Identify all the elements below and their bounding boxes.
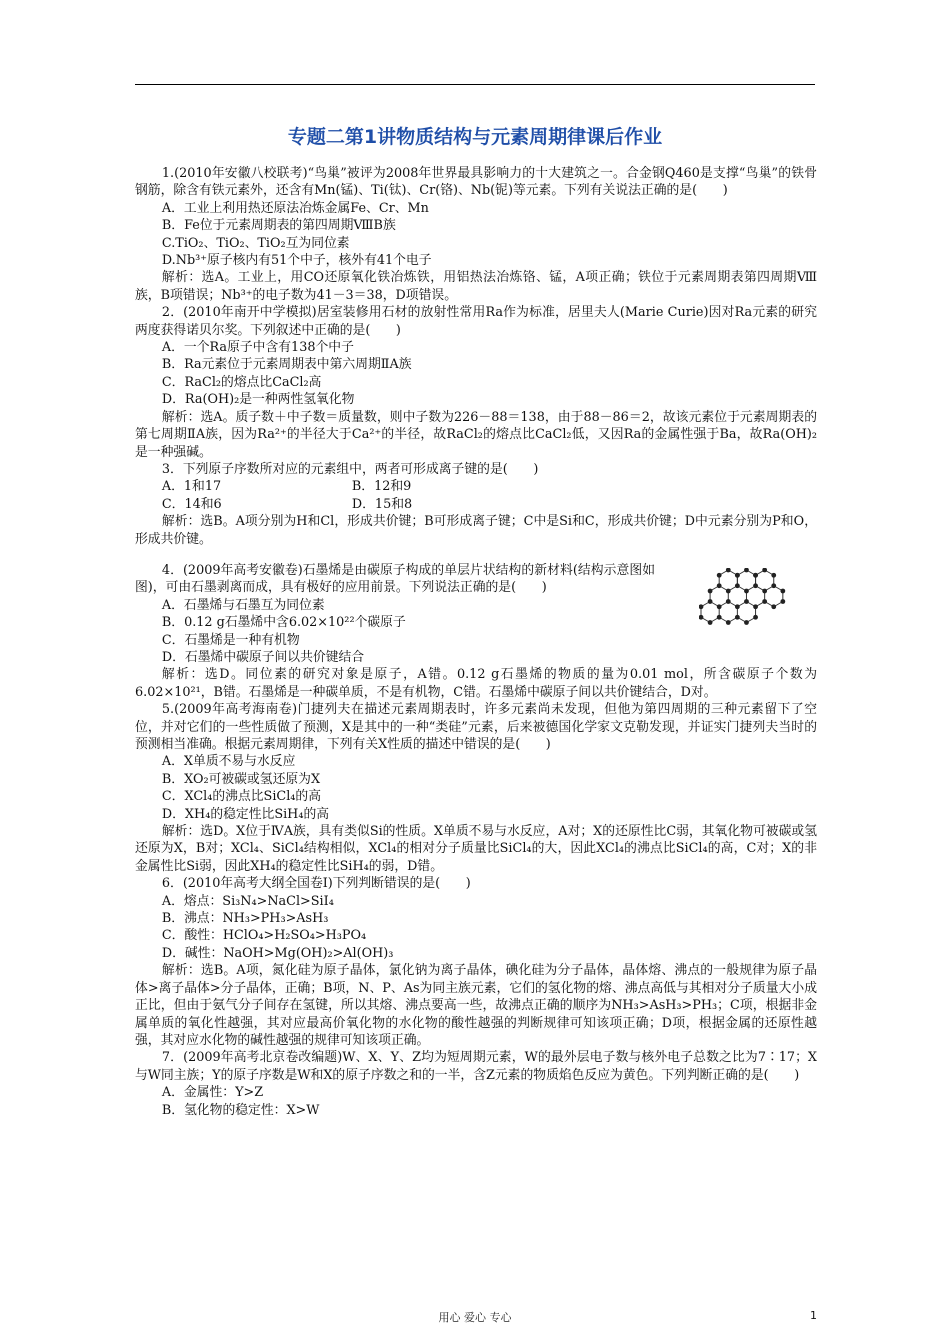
graphene-atom [753, 573, 758, 578]
graphene-atom [726, 568, 731, 572]
graphene-atom [708, 620, 713, 625]
question-3-option-b: B．12和9 [351, 479, 412, 495]
question-4-option-d: D．石墨烯中碳原子间以共价键结合 [161, 649, 365, 665]
question-1-option-d: D.Nb³⁺原子核内有51个中子，核外有41个电子 [161, 253, 432, 269]
page-number: 1 [810, 1309, 817, 1322]
question-1-stem: 1.(2010年安徽八校联考)“鸟巢”被评为2008年世界最具影响力的十大建筑之一。合金钢Q460是支撑“鸟巢”的铁骨钢筋，除含有铁元素外，还含有Mn(锰)、Ti(钛)、Cr(铬)、Nb(铌)等元素。下列有关说法正确的是( ) [135, 166, 817, 199]
graphene-atom [699, 604, 703, 609]
graphene-atom [762, 568, 767, 572]
question-6-option-c: C．酸性：HClO₄>H₂SO₄>H₃PO₄ [161, 928, 367, 944]
graphene-atom [708, 589, 713, 594]
graphene-atom [744, 599, 749, 604]
graphene-atom [744, 568, 749, 572]
question-3-stem: 3．下列原子序数所对应的元素组中，两者可形成离子键的是( ) [161, 461, 539, 477]
graphene-atom [735, 604, 740, 609]
graphene-atom [717, 615, 722, 620]
graphene-atom [735, 583, 740, 588]
question-4-option-a: A．石墨烯与石墨互为同位素 [161, 597, 325, 613]
graphene-atom [726, 599, 731, 604]
question-5-answer: 解析：选D。X位于ⅣA族，具有类似Si的性质。X单质不易与水反应，A对；X的还原性比C弱，其氧化物可被碳或氢还原为X，B对；XCl₄、SiCl₄结构相似，XCl₄的相对分子质量比SiCl₄的大，因此XCl₄的沸点比SiCl₄的高，C对；X的非金属性比Si弱，因此XH₄的稳定性比SiH₄的弱，D错。 [135, 824, 817, 874]
question-2-answer: 解析：选A。质子数＋中子数＝质量数，则中子数为226－88＝138，由于88－86＝2，故该元素位于元素周期表的第七周期ⅡA族，因为Ra²⁺的半径大于Ca²⁺的半径，故RaCl₂的熔点比CaCl₂低，又因Ra的金属性强于Ba，故Ra(OH)₂是一种强碱。 [135, 409, 817, 460]
question-4-stem: 4．(2009年高考安徽卷)石墨烯是由碳原子构成的单层片状结构的新材料(结构示意图如图)，可由石墨剥离而成，具有极好的应用前景。下列说法正确的是( ) [135, 562, 655, 596]
question-6-answer: 解析：选B。A项，氮化硅为原子晶体，氯化钠为离子晶体，碘化硅为分子晶体，晶体熔、沸点的一般规律为原子晶体>离子晶体>分子晶体，正确；B项，N、P、As为同主族元素，它们的氢化物的熔、沸点高低与其相对分子质量大小成正比，但由于氨气分子间存在氢键，所以其熔、沸点要高一些，故沸点正确的顺序为NH₃>AsH₃>PH₃；C项，根据非金属单质的氧化性越强，其对应最高价氧化物的水化物的酸性越强的判断规律可知该项正确；D项，根据金属的还原性越强，其对应水化物的碱性越强的规律可知该项正确。 [135, 963, 817, 1048]
question-4-option-b: B．0.12 g石墨烯中含6.02×10²²个碳原子 [161, 615, 406, 631]
question-7-stem: 7．(2009年高考北京卷改编题)W、X、Y、Z均为短周期元素，W的最外层电子数与核外电子总数之比为7∶17；X与W同主族；Y的原子序数是W和X的原子序数之和的一半，含Z元素的物质焰色反应为黄色。下列判断正确的是( ) [135, 1050, 817, 1083]
question-5-option-d: D．XH₄的稳定性比SiH₄的高 [161, 806, 330, 822]
page-title: 专题二第1讲物质结构与元素周期律课后作业 [287, 126, 663, 148]
question-7-option-b: B．氢化物的稳定性：X>W [161, 1102, 320, 1118]
question-4-answer: 解析：选D。同位素的研究对象是原子，A错。0.12 g石墨烯的物质的量为0.01 mol，所含碳原子个数为6.02×10²¹，B错。石墨烯是一种碳单质，不是有机物，C错。石墨烯中碳原子间以共价键结合，D对。 [135, 667, 817, 700]
question-5-stem: 5.(2009年高考海南卷)门捷列夫在描述元素周期表时，许多元素尚未发现，但他为第四周期的三种元素留下了空位，并对它们的一些性质做了预测，X是其中的一种“类硅”元素，后来被德国化学家文克勒发现，并证实门捷列夫当时的预测相当准确。根据元素周期律，下列有关X性质的描述中错误的是( ) [135, 702, 817, 752]
question-2-stem: 2．(2010年南开中学模拟)居室装修用石材的放射性常用Ra作为标准，居里夫人(Marie Curie)因对Ra元素的研究两度获得诺贝尔奖。下列叙述中正确的是( ) [135, 305, 817, 338]
question-6-option-a: A．熔点：Si₃N₄>NaCl>SiI₄ [161, 893, 334, 909]
graphene-atom [771, 573, 776, 578]
graphene-atom [744, 589, 749, 594]
question-2-option-a: A．一个Ra原子中含有138个中子 [161, 340, 354, 356]
question-5-option-c: C．XCl₄的沸点比SiCl₄的高 [161, 789, 322, 805]
graphene-atom [753, 604, 758, 609]
graphene-atom [771, 604, 776, 609]
question-7-option-a: A．金属性：Y>Z [161, 1085, 264, 1101]
graphene-atom [780, 599, 785, 604]
graphene-atom [762, 589, 767, 594]
page-footer: 用心 爱心 专心 [438, 1311, 512, 1324]
header-rule [135, 84, 815, 85]
question-2-option-b: B．Ra元素位于元素周期表中第六周期ⅡA族 [161, 357, 412, 373]
graphene-atom [735, 573, 740, 578]
graphene-atom [726, 589, 731, 594]
question-3-options-row-1 [135, 478, 817, 495]
question-3-option-c: C．14和6 [161, 496, 222, 512]
graphene-atom [735, 615, 740, 620]
question-2-option-c: C．RaCl₂的熔点比CaCl₂高 [161, 374, 322, 390]
question-4-option-c: C．石墨烯是一种有机物 [161, 632, 300, 648]
question-6-option-b: B．沸点：NH₃>PH₃>AsH₃ [161, 911, 329, 927]
graphene-atom [717, 573, 722, 578]
question-5-option-a: A．X单质不易与水反应 [161, 754, 296, 770]
graphene-atom [744, 620, 749, 625]
graphene-atom [717, 604, 722, 609]
question-3-option-a: A．1和17 [161, 479, 222, 495]
graphene-atom [753, 583, 758, 588]
graphene-atom [699, 615, 703, 620]
question-2-option-d: D．Ra(OH)₂是一种两性氢氧化物 [161, 392, 355, 408]
graphene-atom [762, 599, 767, 604]
question-5-option-b: B．XO₂可被碳或氢还原为X [161, 771, 321, 787]
graphene-atom [726, 620, 731, 625]
question-1-answer: 解析：选A。工业上，用CO还原氧化铁冶炼铁，用铝热法冶炼铬、锰，A项正确；铁位于元素周期表第四周期Ⅷ族，B项错误；Nb³⁺的电子数为41－3＝38，D项错误。 [135, 270, 817, 303]
graphene-atom [771, 583, 776, 588]
question-1-option-c: C.TiO₂、TiO₂、TiO₂互为同位素 [161, 235, 350, 251]
question-4-block [135, 562, 817, 666]
question-6-option-d: D．碱性：NaOH>Mg(OH)₂>Al(OH)₃ [161, 945, 394, 961]
question-1-option-a: A．工业上利用热还原法冶炼金属Fe、Cr、Mn [161, 200, 429, 216]
question-3-answer: 解析：选B。A项分别为H和Cl，形成共价键；B可形成离子键；C中是Si和C，形成共价键；D中元素分别为P和O，形成共价键。 [135, 514, 817, 547]
graphene-atom [708, 599, 713, 604]
graphene-atom [753, 615, 758, 620]
graphene-atom [717, 583, 722, 588]
question-1-option-b: B．Fe位于元素周期表的第四周期ⅧB族 [161, 218, 396, 234]
graphene-atom [780, 589, 785, 594]
question-3-option-d: D．15和8 [351, 496, 413, 512]
question-6-stem: 6．(2010年高考大纲全国卷Ⅰ)下列判断错误的是( ) [161, 876, 471, 892]
question-3-options-row-2 [135, 496, 817, 513]
graphene-structure-image [699, 568, 817, 656]
document-body [135, 165, 817, 1119]
